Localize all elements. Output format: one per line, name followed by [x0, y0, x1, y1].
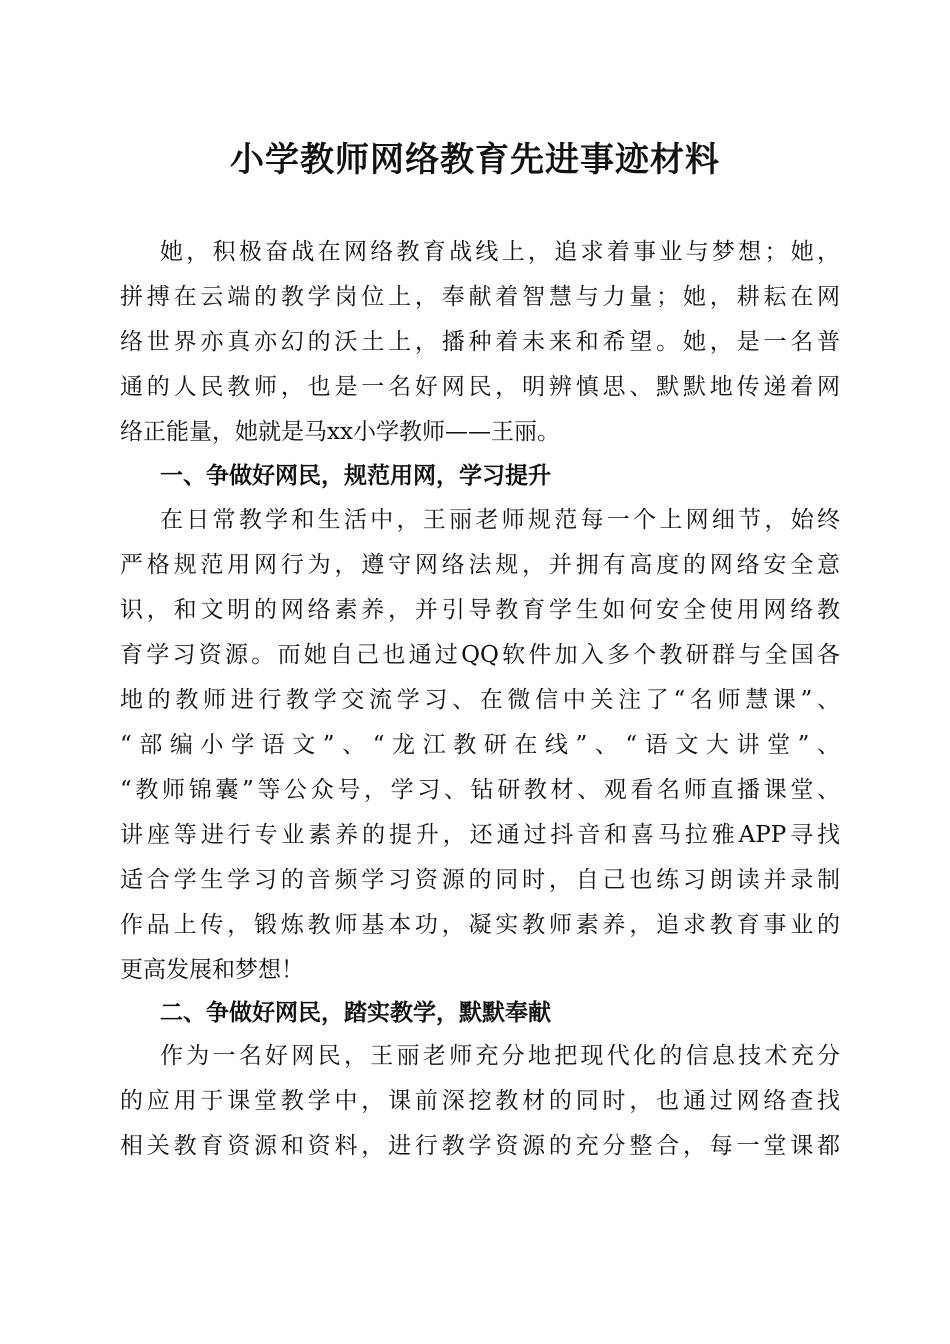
section-heading-1: 一、争做好网民，规范用网，学习提升 — [160, 463, 551, 489]
paragraph-line: 适合学生学习的音频学习资源的同时，自己也练习朗读并录制 — [120, 867, 840, 893]
paragraph-line: 识，和文明的网络素养，并引导教育学生如何安全使用网络教 — [120, 597, 840, 623]
paragraph-line: 更高发展和梦想！ — [120, 957, 304, 983]
paragraph-line: 络正能量，她就是马xx小学教师——王丽。 — [120, 419, 560, 445]
paragraph-line: 的应用于课堂教学中，课前深挖教材的同时，也通过网络查找 — [120, 1088, 840, 1114]
paragraph-line: 拼搏在云端的教学岗位上，奉献着智慧与力量；她，耕耘在网 — [120, 284, 840, 310]
paragraph-line: 在日常教学和生活中，王丽老师规范每一个上网细节，始终 — [160, 507, 840, 533]
paragraph-line: 讲座等进行专业素养的提升，还通过抖音和喜马拉雅APP寻找 — [120, 822, 840, 848]
paragraph-line: 她，积极奋战在网络教育战线上，追求着事业与梦想；她， — [160, 239, 840, 265]
paragraph-line: “部编小学语文”、“龙江教研在线”、“语文大讲堂”、 — [120, 732, 840, 758]
paragraph-line: “教师锦囊”等公众号，学习、钻研教材、观看名师直播课堂、 — [120, 777, 840, 803]
paragraph-line: 作品上传，锻炼教师基本功，凝实教师素养，追求教育事业的 — [120, 912, 840, 938]
paragraph-line: 地的教师进行教学交流学习、在微信中关注了“名师慧课”、 — [120, 687, 840, 713]
paragraph-line: 严格规范用网行为，遵守网络法规，并拥有高度的网络安全意 — [120, 552, 840, 578]
paragraph-line: 络世界亦真亦幻的沃土上，播种着未来和希望。她，是一名普 — [120, 329, 840, 355]
paragraph-line: 作为一名好网民，王丽老师充分地把现代化的信息技术充分 — [160, 1043, 840, 1069]
paragraph-line: 育学习资源。而她自己也通过QQ软件加入多个教研群与全国各 — [120, 642, 840, 668]
document-title: 小学教师网络教育先进事迹材料 — [230, 140, 720, 180]
paragraph-line: 通的人民教师，也是一名好网民，明辨慎思、默默地传递着网 — [120, 374, 840, 400]
section-heading-2: 二、争做好网民，踏实教学，默默奉献 — [160, 1000, 551, 1026]
paragraph-line: 相关教育资源和资料，进行教学资源的充分整合，每一堂课都 — [120, 1133, 840, 1159]
